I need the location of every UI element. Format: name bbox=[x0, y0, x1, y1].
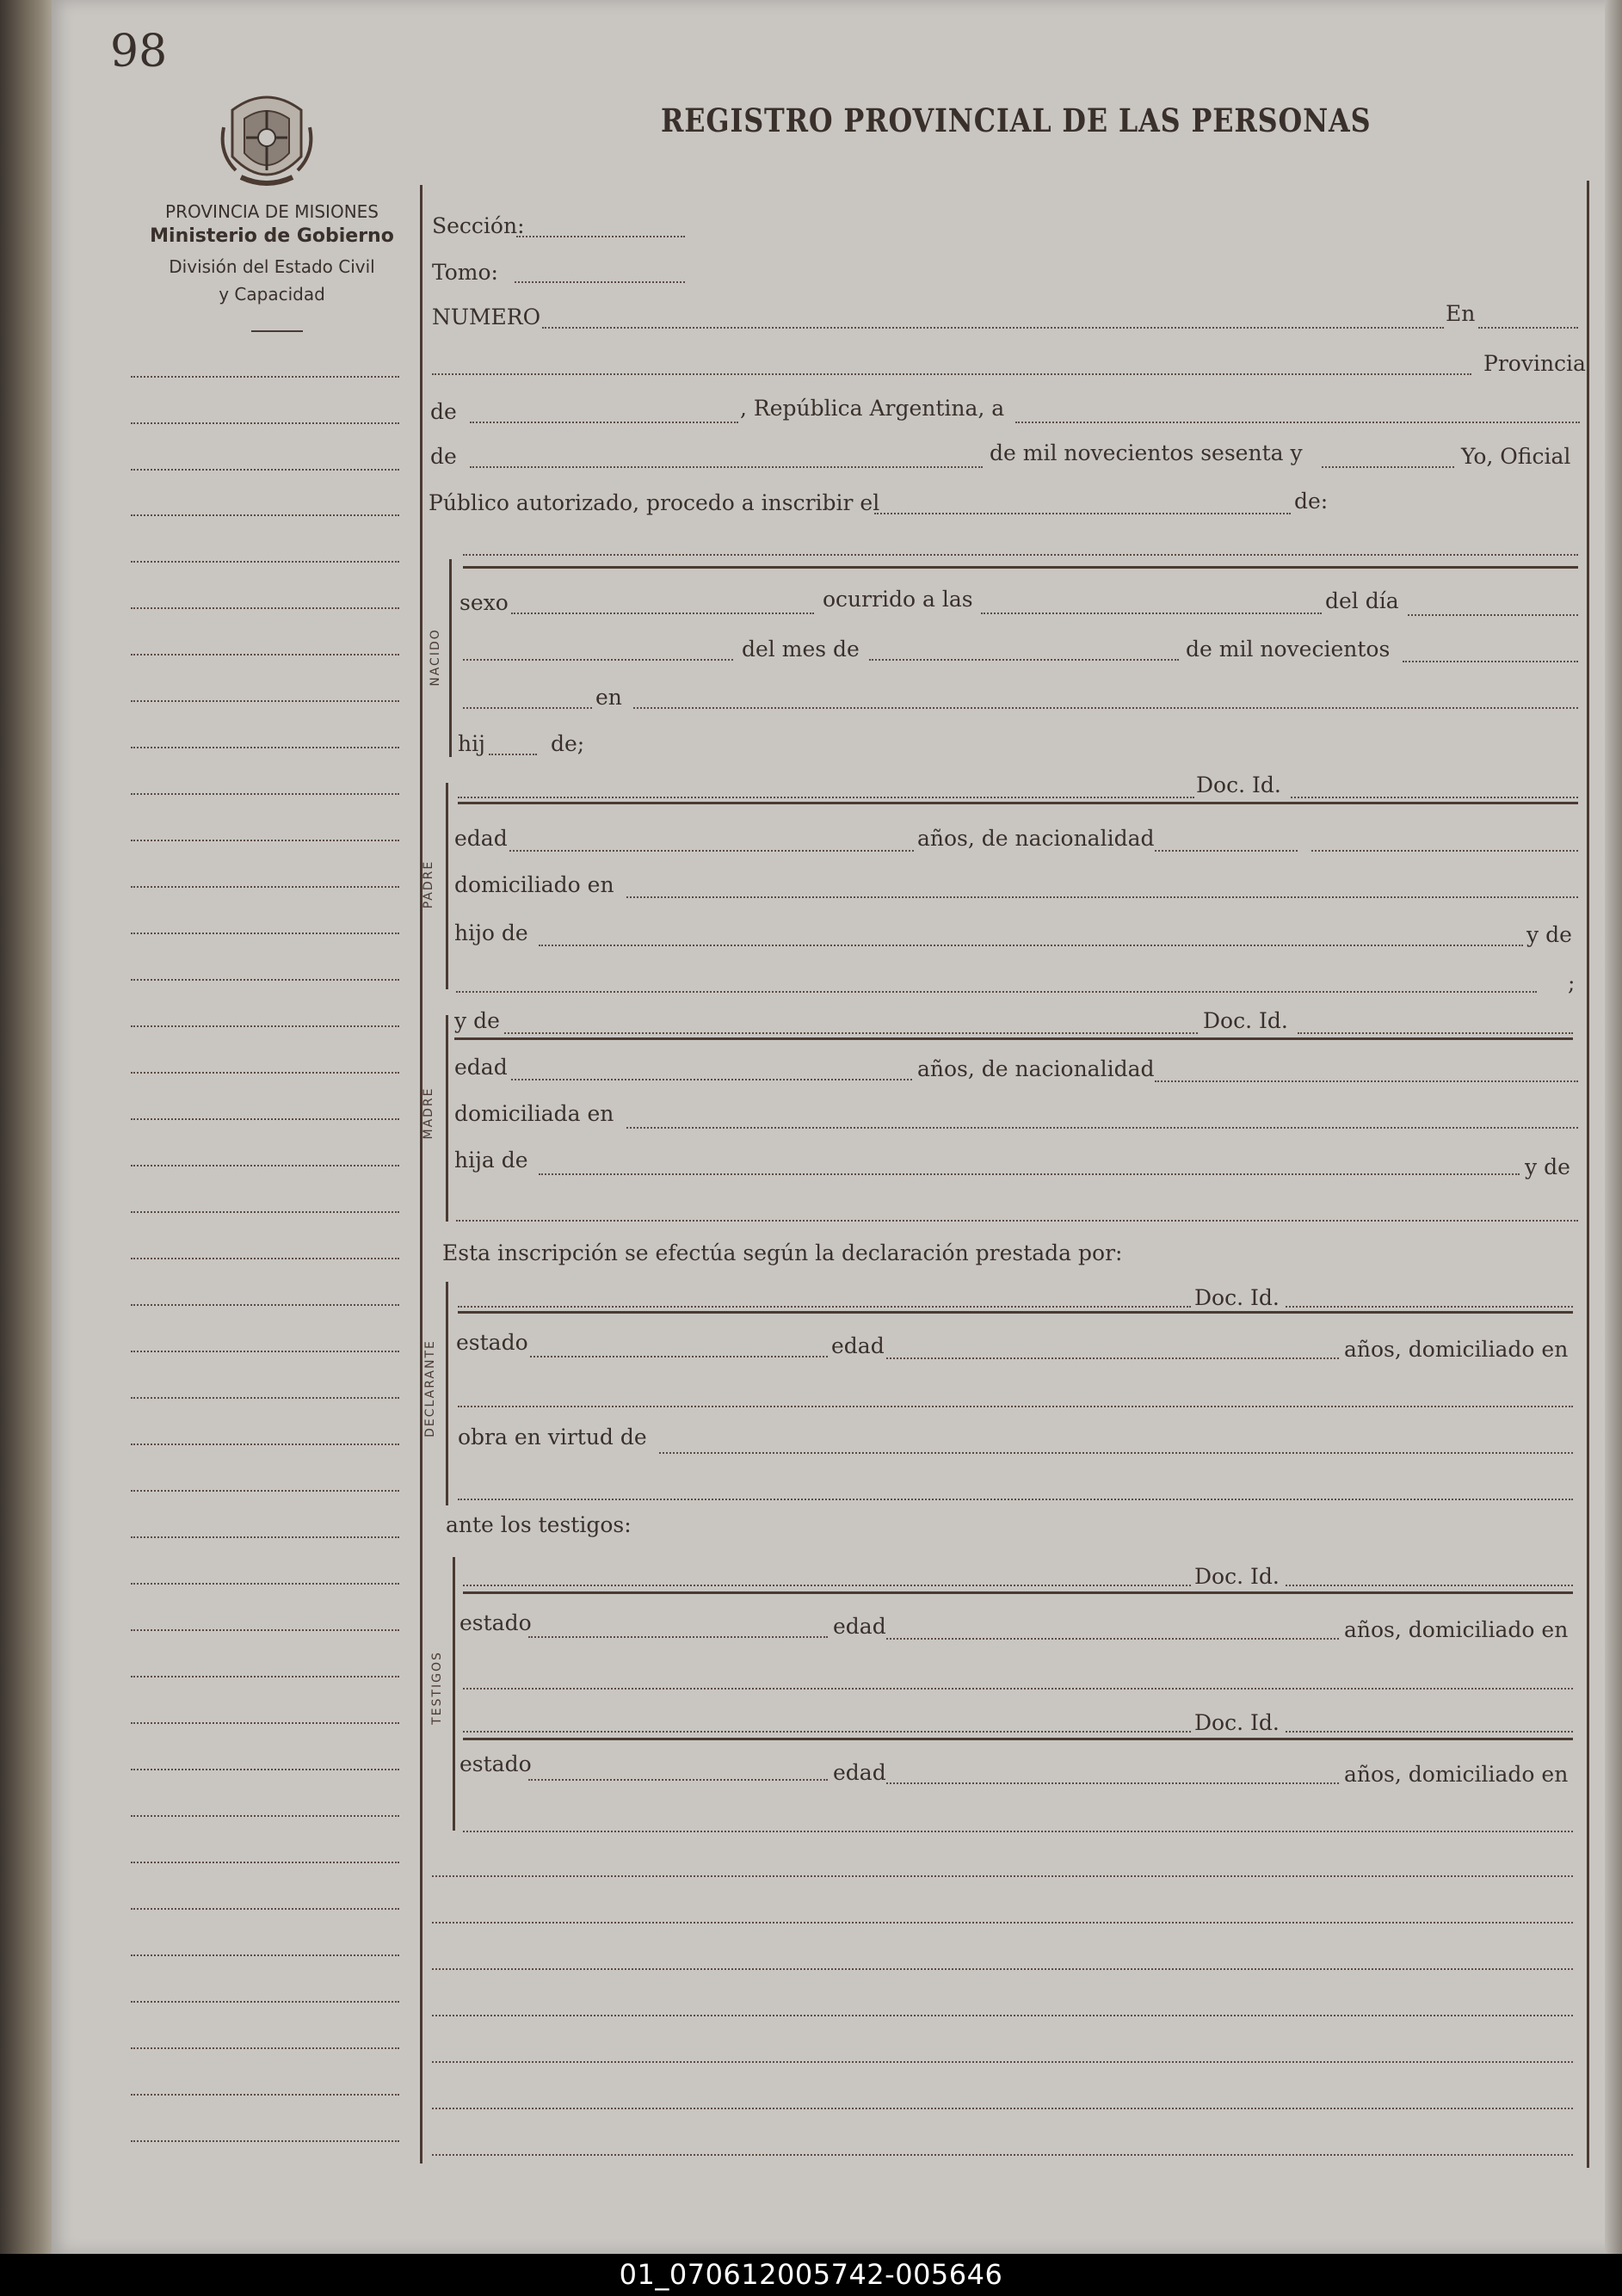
field-declarante-obra-cont[interactable] bbox=[458, 1499, 1573, 1500]
label-tomo: Tomo: bbox=[432, 260, 498, 285]
section-label-nacido: NACIDO bbox=[429, 628, 442, 686]
header-capacity: y Capacidad bbox=[219, 284, 325, 305]
field-madre-hija-de[interactable] bbox=[539, 1173, 1520, 1175]
testigo2-rule bbox=[463, 1738, 1573, 1740]
label-testigo1-doc: Doc. Id. bbox=[1194, 1564, 1280, 1589]
field-padre-nombre[interactable] bbox=[458, 797, 1194, 798]
stub-line bbox=[131, 469, 399, 471]
field-testigo2-doc[interactable] bbox=[1286, 1731, 1573, 1733]
field-declarante-domicilio[interactable] bbox=[458, 1406, 1573, 1407]
stub-line bbox=[131, 1676, 399, 1677]
stub-line bbox=[131, 1258, 399, 1259]
field-mes[interactable] bbox=[470, 466, 983, 468]
field-inscribir[interactable] bbox=[874, 513, 1291, 514]
section-label-padre: PADRE bbox=[422, 859, 435, 909]
madre-bracket bbox=[446, 1015, 448, 1222]
stub-line bbox=[131, 1862, 399, 1863]
label-de: de bbox=[430, 399, 457, 424]
stub-line bbox=[131, 1954, 399, 1956]
stub-line bbox=[131, 747, 399, 748]
label-publico: Público autorizado, procedo a inscribir el bbox=[429, 490, 880, 515]
page-title: REGISTRO PROVINCIAL DE LAS PERSONAS bbox=[661, 102, 1372, 139]
field-declarante-nombre[interactable] bbox=[458, 1306, 1191, 1308]
stub-line bbox=[131, 793, 399, 795]
section-label-testigos: TESTIGOS bbox=[430, 1651, 444, 1725]
field-padre-doc[interactable] bbox=[1291, 797, 1578, 798]
field-declarante-estado[interactable] bbox=[530, 1356, 828, 1357]
stub-line bbox=[131, 654, 399, 656]
stub-line bbox=[131, 840, 399, 841]
field-madre-edad[interactable] bbox=[511, 1079, 912, 1080]
stub-line bbox=[131, 1583, 399, 1585]
stub-line bbox=[131, 1536, 399, 1538]
header-division: División del Estado Civil bbox=[169, 256, 375, 277]
notes-line[interactable] bbox=[432, 2108, 1573, 2109]
field-en-continued[interactable] bbox=[432, 373, 1471, 375]
notes-line[interactable] bbox=[432, 2154, 1573, 2156]
label-padre-anios-nac: años, de nacionalidad bbox=[917, 826, 1155, 851]
label-declarante-estado: estado bbox=[456, 1330, 528, 1355]
header-province: PROVINCIA DE MISIONES bbox=[165, 201, 379, 222]
field-testigo2-nombre[interactable] bbox=[463, 1731, 1191, 1733]
stub-line bbox=[131, 933, 399, 934]
header-ministry: Ministerio de Gobierno bbox=[150, 225, 394, 247]
stub-line bbox=[131, 422, 399, 424]
label-declarante-doc: Doc. Id. bbox=[1194, 1285, 1280, 1310]
field-sexo[interactable] bbox=[511, 612, 814, 614]
field-declarante-doc[interactable] bbox=[1286, 1306, 1573, 1308]
field-hora[interactable] bbox=[981, 612, 1322, 614]
field-testigo1-doc[interactable] bbox=[1286, 1585, 1573, 1586]
field-madre-nombre[interactable] bbox=[504, 1032, 1198, 1034]
label-madre-doc: Doc. Id. bbox=[1203, 1008, 1288, 1033]
field-nacido-lugar[interactable] bbox=[633, 707, 1578, 709]
stub-line bbox=[131, 2140, 399, 2142]
field-anio[interactable] bbox=[1322, 466, 1454, 468]
label-hij-de: de; bbox=[551, 731, 585, 756]
label-madre-y-de: y de bbox=[454, 1008, 500, 1033]
label-padre-edad: edad bbox=[454, 826, 508, 851]
label-sexo: sexo bbox=[459, 590, 509, 615]
section-label-declarante: DECLARANTE bbox=[423, 1339, 437, 1437]
stub-line bbox=[131, 1118, 399, 1120]
label-de-colon: de: bbox=[1294, 489, 1329, 514]
stub-line bbox=[131, 1072, 399, 1074]
stub-line bbox=[131, 1025, 399, 1027]
field-testigo2-edad[interactable] bbox=[886, 1782, 1339, 1784]
stub-line bbox=[131, 1722, 399, 1724]
field-seccion[interactable] bbox=[516, 236, 685, 237]
stub-line bbox=[131, 376, 399, 378]
stub-line bbox=[131, 979, 399, 981]
stub-line bbox=[131, 1629, 399, 1631]
testigos-intro: ante los testigos: bbox=[446, 1512, 632, 1537]
stub-line bbox=[131, 886, 399, 888]
field-padre-nacionalidad-cont[interactable] bbox=[1311, 850, 1578, 852]
main-right-rule bbox=[1587, 181, 1589, 2168]
stub-line bbox=[131, 1211, 399, 1213]
field-hij[interactable] bbox=[489, 754, 537, 755]
field-testigo1-estado[interactable] bbox=[528, 1636, 828, 1638]
padre-bracket bbox=[446, 783, 448, 989]
label-testigo1-edad: edad bbox=[833, 1614, 886, 1639]
stub-line bbox=[131, 1443, 399, 1445]
field-en[interactable] bbox=[1478, 327, 1578, 329]
field-madre-nacionalidad[interactable] bbox=[1155, 1080, 1578, 1082]
field-provincia[interactable] bbox=[470, 422, 738, 423]
label-testigo2-estado: estado bbox=[459, 1751, 532, 1776]
page-edge bbox=[1605, 0, 1622, 2254]
coat-of-arms-seal bbox=[215, 84, 318, 194]
stub-line bbox=[131, 700, 399, 702]
declarante-bracket bbox=[446, 1282, 448, 1505]
label-yo-oficial: Yo, Oficial bbox=[1461, 444, 1571, 469]
label-seccion: Sección: bbox=[432, 213, 525, 238]
field-nacido-dia[interactable] bbox=[1408, 614, 1578, 616]
notes-line[interactable] bbox=[432, 1922, 1573, 1924]
label-madre-hija-de: hija de bbox=[454, 1148, 528, 1173]
label-testigo2-edad: edad bbox=[833, 1760, 886, 1785]
image-id-caption: 01_070612005742-005646 bbox=[0, 2254, 1622, 2296]
section-label-madre: MADRE bbox=[422, 1086, 435, 1140]
field-testigo1-domicilio[interactable] bbox=[463, 1688, 1573, 1690]
field-padre-edad[interactable] bbox=[509, 850, 914, 852]
testigos-bracket bbox=[453, 1557, 455, 1831]
field-padre-hijo-de[interactable] bbox=[539, 945, 1523, 946]
stub-line bbox=[131, 2094, 399, 2096]
stub-line bbox=[131, 1304, 399, 1306]
field-testigo2-estado[interactable] bbox=[528, 1779, 828, 1781]
stub-line bbox=[131, 1165, 399, 1166]
field-madre-domicilio[interactable] bbox=[626, 1127, 1578, 1129]
padre-rule bbox=[458, 802, 1578, 804]
testigo1-rule bbox=[463, 1591, 1573, 1594]
field-declarante-edad[interactable] bbox=[886, 1357, 1339, 1359]
stub-line bbox=[131, 1490, 399, 1492]
madre-rule bbox=[454, 1037, 1573, 1040]
label-mil-novecientos: de mil novecientos bbox=[1186, 637, 1391, 662]
label-padre-doc: Doc. Id. bbox=[1196, 773, 1281, 797]
field-padre-domicilio[interactable] bbox=[626, 896, 1578, 898]
field-testigo2-domicilio[interactable] bbox=[463, 1831, 1573, 1832]
field-nacido-anio-cont[interactable] bbox=[463, 707, 592, 709]
notes-line[interactable] bbox=[432, 1968, 1573, 1970]
stub-line bbox=[131, 1397, 399, 1399]
notes-line[interactable] bbox=[432, 2015, 1573, 2016]
label-madre-y-de: y de bbox=[1525, 1154, 1570, 1179]
stub-line bbox=[131, 561, 399, 563]
padre-semicolon: ; bbox=[1568, 970, 1576, 995]
label-testigo1-estado: estado bbox=[459, 1610, 532, 1635]
label-padre-y-de: y de bbox=[1526, 922, 1572, 947]
label-republica: , República Argentina, a bbox=[740, 396, 1005, 421]
nacido-rule bbox=[463, 566, 1578, 569]
main-left-rule bbox=[420, 185, 422, 2164]
label-en-lugar: en bbox=[595, 685, 622, 710]
field-padre-y-de[interactable] bbox=[456, 991, 1537, 993]
field-nacido-mes[interactable] bbox=[869, 659, 1179, 661]
label-numero: NUMERO bbox=[432, 305, 541, 329]
stub-line bbox=[131, 607, 399, 609]
label-testigo2-anios-dom: años, domiciliado en bbox=[1344, 1762, 1569, 1787]
notes-line[interactable] bbox=[432, 2061, 1573, 2063]
declaration-text: Esta inscripción se efectúa según la declaración prestada por: bbox=[442, 1240, 1123, 1265]
label-madre-edad: edad bbox=[454, 1055, 508, 1080]
field-dia[interactable] bbox=[1015, 422, 1580, 423]
field-tomo[interactable] bbox=[515, 281, 685, 283]
stub-line bbox=[131, 1908, 399, 1910]
label-en: En bbox=[1446, 301, 1476, 326]
field-nacido-anio[interactable] bbox=[1403, 661, 1578, 662]
declarante-rule bbox=[458, 1311, 1573, 1314]
label-padre-domiciliado: domiciliado en bbox=[454, 872, 614, 897]
notes-line[interactable] bbox=[432, 1875, 1573, 1877]
field-nacido-dia-cont[interactable] bbox=[463, 659, 733, 661]
label-madre-anios-nac: años, de nacionalidad bbox=[917, 1056, 1155, 1081]
stub-line bbox=[131, 1769, 399, 1770]
label-provincia: Provincia bbox=[1483, 351, 1586, 376]
label-testigo2-doc: Doc. Id. bbox=[1194, 1710, 1280, 1735]
label-testigo1-anios-dom: años, domiciliado en bbox=[1344, 1617, 1569, 1642]
stub-line bbox=[131, 1351, 399, 1352]
label-declarante-obra: obra en virtud de bbox=[458, 1425, 647, 1450]
field-madre-doc[interactable] bbox=[1298, 1032, 1573, 1034]
label-mil-sesenta: de mil novecientos sesenta y bbox=[990, 440, 1303, 465]
nacido-bracket bbox=[449, 559, 452, 757]
label-declarante-anios-dom: años, domiciliado en bbox=[1344, 1337, 1569, 1362]
label-de-2: de bbox=[430, 444, 457, 469]
stub-line bbox=[131, 2001, 399, 2003]
stub-line bbox=[131, 1815, 399, 1817]
field-testigo1-nombre[interactable] bbox=[463, 1585, 1191, 1586]
label-declarante-edad: edad bbox=[831, 1333, 885, 1358]
field-numero[interactable] bbox=[542, 327, 1444, 329]
label-del-mes: del mes de bbox=[742, 637, 860, 662]
label-hij: hij bbox=[458, 731, 485, 756]
stub-line bbox=[131, 514, 399, 516]
folio-number: 98 bbox=[110, 26, 168, 77]
field-madre-y-de[interactable] bbox=[456, 1220, 1578, 1222]
stub-line bbox=[131, 2047, 399, 2049]
field-padre-nacionalidad[interactable] bbox=[1155, 850, 1298, 852]
label-ocurrido: ocurrido a las bbox=[823, 587, 973, 612]
header-divider bbox=[251, 330, 303, 332]
field-testigo1-edad[interactable] bbox=[886, 1638, 1339, 1640]
label-del-dia: del día bbox=[1325, 588, 1399, 613]
label-padre-hijo-de: hijo de bbox=[454, 920, 528, 945]
field-declarante-obra[interactable] bbox=[659, 1452, 1573, 1454]
label-madre-domiciliada: domiciliada en bbox=[454, 1101, 614, 1126]
field-nacido-nombre[interactable] bbox=[463, 554, 1578, 556]
